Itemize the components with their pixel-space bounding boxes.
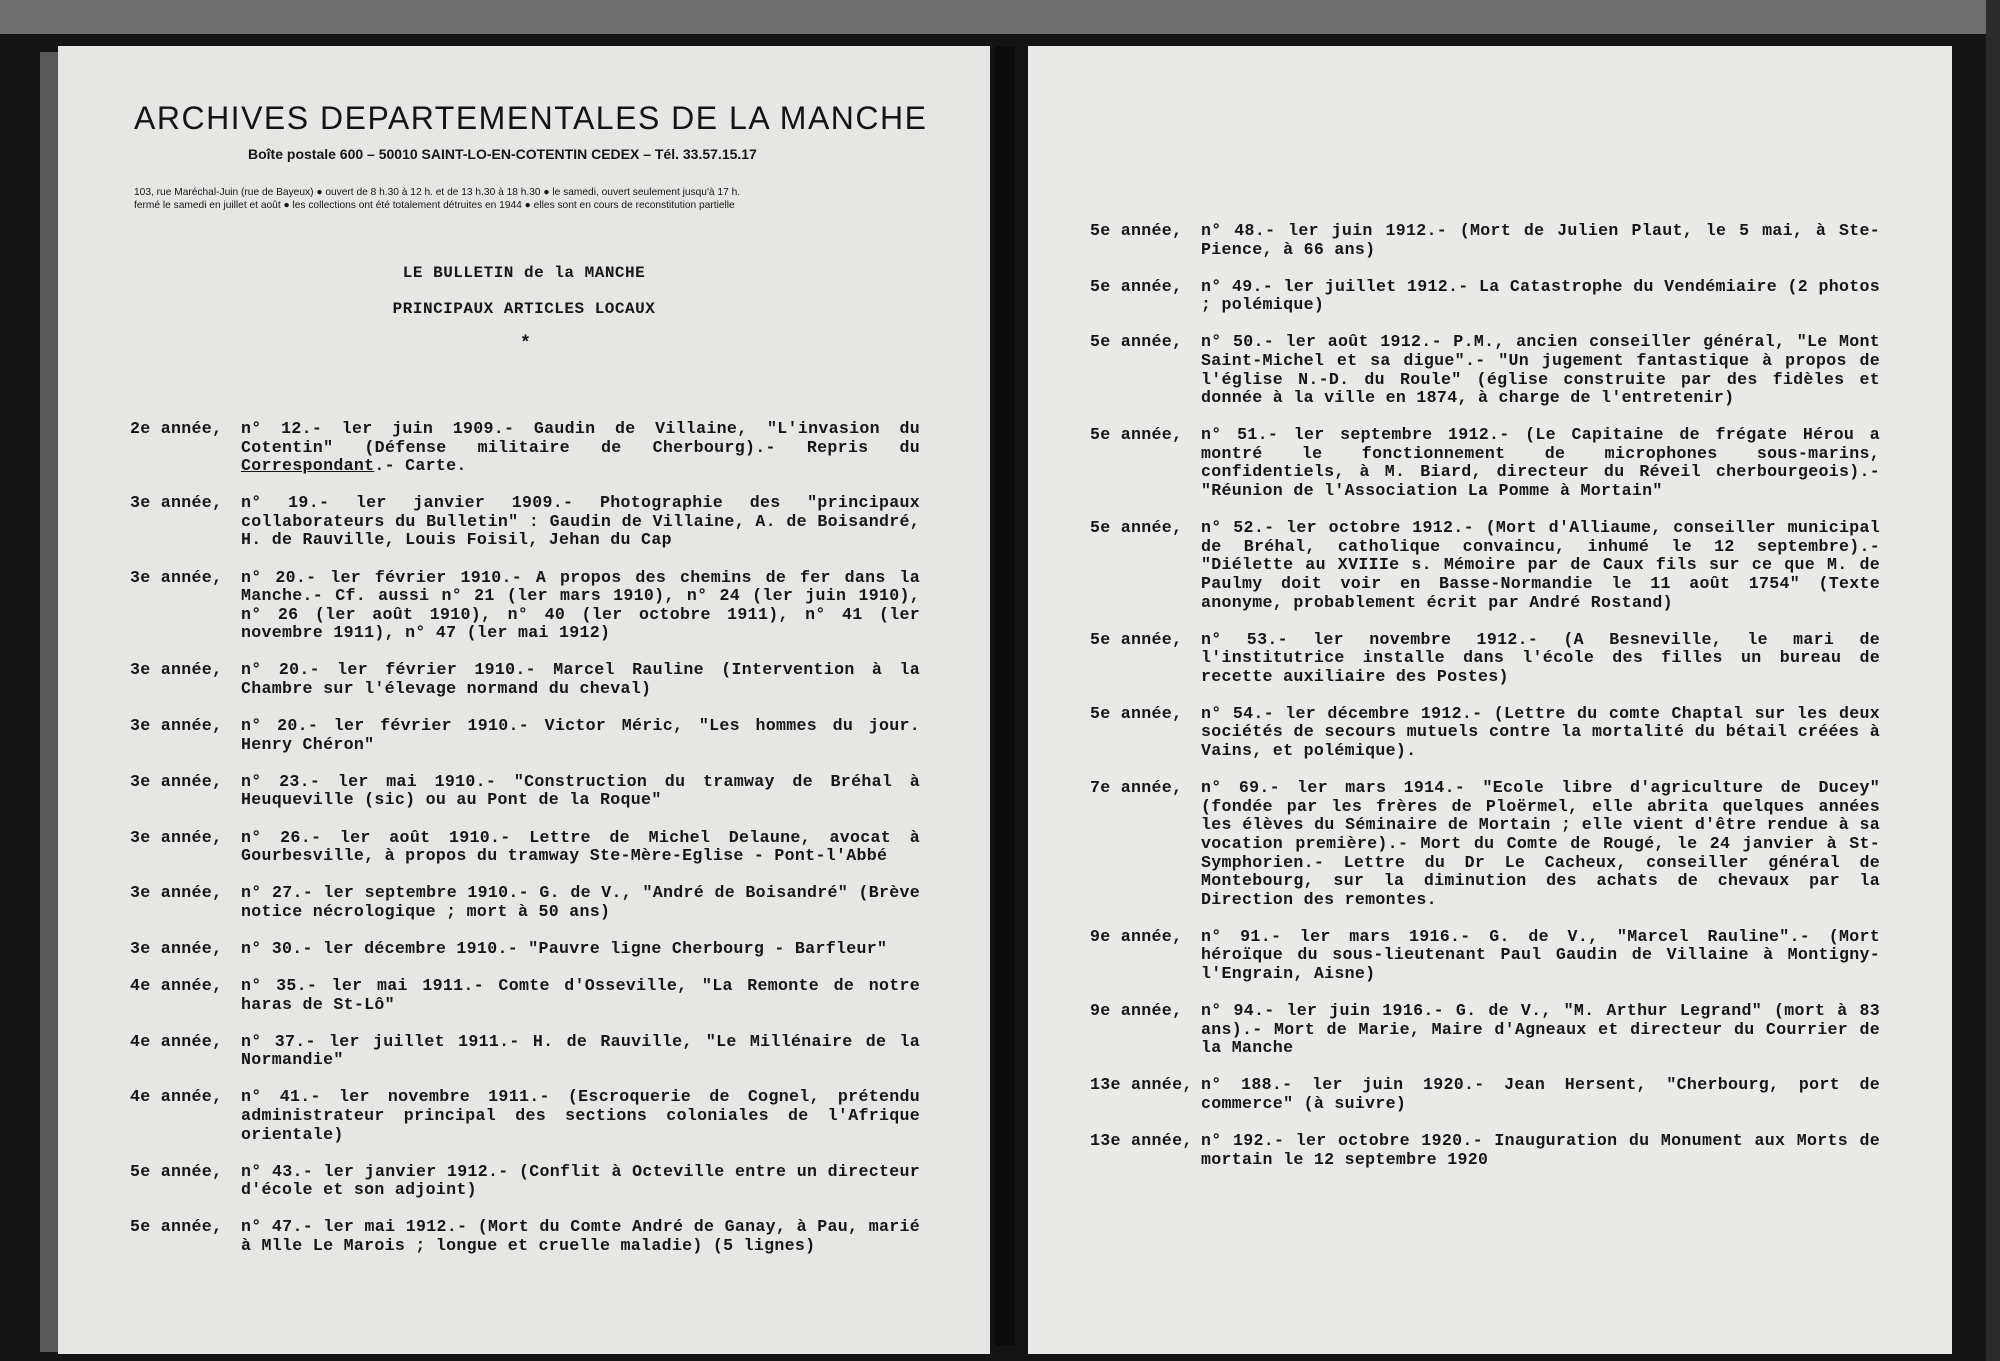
film-border-top <box>0 0 2000 34</box>
entry-year: 3e année, <box>130 771 223 791</box>
list-item <box>1090 1132 1880 1169</box>
entry-year: 5e année, <box>1090 629 1183 649</box>
entry-text: n° 52.- ler octobre 1912.- (Mort d'Alliaume, conseiller municipal de Bréhal, catholique convaincu, inhumé le 12 septembre).- "Diélette au XVIIIe s. Mémoire par de Caux fils sur ce que M. de Paulmy doit voir en Basse-Normandie le 11 août 1754" (Texte anonyme, probablement écrit par André Rostand) <box>1201 518 1880 612</box>
list-item <box>130 884 920 921</box>
entry-text: n° 27.- ler septembre 1910.- G. de V., "André de Boisandré" (Brève notice nécrologique ; mort à 50 ans) <box>241 883 920 921</box>
entry-text: n° 51.- ler septembre 1912.- (Le Capitaine de frégate Hérou a montré le fonctionnement de microphones sous-marins, confidentiels, à M. Biard, directeur du Réveil cherbourgeois).- "Réunion de l'Association La Pomme à Mortain" <box>1201 425 1880 501</box>
left-entry-list <box>130 420 920 1256</box>
entry-text: n° 20.- ler février 1910.- Victor Méric, "Les hommes du jour. Henry Chéron" <box>241 716 920 754</box>
list-item <box>130 569 920 643</box>
bulletin-title: LE BULLETIN de la MANCHE <box>402 264 646 282</box>
entry-text: n° 23.- ler mai 1910.- "Construction du tramway de Bréhal à Heuqueville (sic) ou au Pont de la Roque" <box>241 771 920 810</box>
entry-text: n° 91.- ler mars 1916.- G. de V., "Marcel Rauline".- (Mort héroïque du sous-lieutenant Paul Gaudin de Villaine à Montigny-l'Engrain, Aisne) <box>1201 926 1880 983</box>
list-item <box>1090 779 1880 909</box>
list-item <box>1090 222 1880 259</box>
entry-text: n° 50.- ler août 1912.- P.M., ancien conseiller général, "Le Mont Saint-Michel et sa digue".- "Un jugement fantastique à propos de l'église N.-D. du Roule" (église construite par des fidèles et donnée à la ville en 1874, à charge de l'entretenir) <box>1201 332 1880 408</box>
entry-year: 5e année, <box>1090 425 1183 445</box>
list-item <box>130 829 920 866</box>
entry-year: 4e année, <box>130 975 223 995</box>
entry-year: 2e année, <box>130 419 223 438</box>
entry-text: n° 48.- ler juin 1912.- (Mort de Julien Plaut, le 5 mai, à Ste-Pience, à 66 ans) <box>1201 221 1880 259</box>
entry-year: 5e année, <box>1090 221 1183 240</box>
entry-year: 4e année, <box>130 1087 223 1107</box>
entry-year: 5e année, <box>130 1161 223 1181</box>
entry-year: 3e année, <box>130 883 223 903</box>
entry-text: n° 20.- ler février 1910.- Marcel Rauline (Intervention à la Chambre sur l'élevage normand du cheval) <box>241 660 920 699</box>
list-item <box>130 1033 920 1070</box>
film-border-right <box>1986 0 2000 1361</box>
entry-text: n° 19.- ler janvier 1909.- Photographie des "principaux collaborateurs du Bulletin" : Gaudin de Villaine, A. de Boisandré, H. de Rauville, Louis Foisil, Jehan du Cap <box>241 493 920 550</box>
entry-year: 5e année, <box>1090 332 1183 352</box>
entry-text: n° 47.- ler mai 1912.- (Mort du Comte André de Ganay, à Pau, marié à Mlle Le Marois ; longue et cruelle maladie) (5 lignes) <box>241 1217 920 1255</box>
page-edge-shadow <box>40 52 58 1352</box>
list-item <box>1090 631 1880 687</box>
entry-year: 13e année, <box>1090 1075 1193 1095</box>
list-item <box>130 1218 920 1255</box>
list-item <box>1090 278 1880 315</box>
entry-text: n° 69.- ler mars 1914.- "Ecole libre d'agriculture de Ducey" (fondée par les frères de Ploërmel, elle abrita quelques années les élèves du Séminaire de Mortain ; elle vient d'être rendue à sa vocation première).- Mort du Comte de Rougé, le 24 janvier à St-Symphorien.- Lettre du Dr Le Cacheux, conseiller général de Montebourg, sur la diminution des achats de chevaux par la Direction des remontes. <box>1201 778 1880 909</box>
list-item <box>1090 1076 1880 1113</box>
entry-year: 5e année, <box>130 1217 223 1237</box>
list-item <box>1090 705 1880 761</box>
list-item <box>130 1163 920 1200</box>
entry-year: 5e année, <box>1090 518 1183 538</box>
entry-text: n° 188.- ler juin 1920.- Jean Hersent, "Cherbourg, port de commerce" (à suivre) <box>1201 1075 1880 1113</box>
entry-year: 5e année, <box>1090 276 1183 296</box>
entry-text: n° 49.- ler juillet 1912.- La Catastrophe du Vendémiaire (2 photos ; polémique) <box>1201 276 1880 315</box>
note-line-2: fermé le samedi en juillet et août ● les collections ont été totalement détruites en 1944 ● elles sont en cours de reconstitution partielle <box>134 200 735 211</box>
section-subtitle: PRINCIPAUX ARTICLES LOCAUX <box>392 300 656 318</box>
list-item <box>1090 519 1880 612</box>
entry-year: 3e année, <box>130 827 223 847</box>
entry-text: n° 54.- ler décembre 1912.- (Lettre du comte Chaptal sur les deux sociétés de secours mutuels contre la mortalité du bétail créées à Vains, et polémique). <box>1201 703 1880 761</box>
entry-year: 9e année, <box>1090 1001 1183 1021</box>
list-item <box>1090 333 1880 407</box>
list-item <box>130 661 920 698</box>
entry-year: 3e année, <box>130 493 223 513</box>
list-item <box>130 977 920 1014</box>
entry-year: 3e année, <box>130 660 223 680</box>
entry-year: 13e année, <box>1090 1131 1193 1151</box>
entry-year: 3e année, <box>130 567 223 587</box>
book-gutter <box>995 46 1015 1346</box>
entry-text: n° 37.- ler juillet 1911.- H. de Rauville, "Le Millénaire de la Normandie" <box>241 1031 920 1070</box>
entry-text: n° 43.- ler janvier 1912.- (Conflit à Octeville entre un directeur d'école et son adjoint) <box>241 1161 920 1200</box>
archive-title: ARCHIVES DEPARTEMENTALES DE LA MANCHE <box>134 100 928 136</box>
entry-year: 4e année, <box>130 1031 223 1051</box>
list-item <box>130 940 920 959</box>
list-item <box>1090 928 1880 984</box>
right-page <box>1028 46 1952 1354</box>
entry-text: n° 30.- ler décembre 1910.- "Pauvre ligne Cherbourg - Barfleur" <box>241 938 888 958</box>
list-item <box>1090 426 1880 500</box>
entry-text: n° 20.- ler février 1910.- A propos des chemins de fer dans la Manche.- Cf. aussi n° 21 (ler mars 1910), n° 24 (ler juin 1910), n° 26 (ler août 1910), n° 40 (ler octobre 1911), n° 41 (ler novembre 1911), n° 47 (ler mai 1912) <box>241 567 920 643</box>
list-item <box>130 494 920 550</box>
list-item <box>130 773 920 810</box>
right-entry-list <box>1090 222 1880 1169</box>
entry-text: n° 53.- ler novembre 1912.- (A Besneville, le mari de l'institutrice installe dans l'école des filles un bureau de recette auxiliaire des Postes) <box>1201 629 1880 686</box>
entry-text: n° 94.- ler juin 1916.- G. de V., "M. Arthur Legrand" (mort à 83 ans).- Mort de Marie, Maire d'Agneaux et directeur du Courrier de la Manche <box>1201 1001 1880 1058</box>
underlined-title: Correspondant <box>241 456 375 476</box>
entry-year: 3e année, <box>130 716 223 736</box>
entry-text: n° 35.- ler mai 1911.- Comte d'Osseville, "La Remonte de notre haras de St-Lô" <box>241 975 920 1014</box>
entry-year: 5e année, <box>1090 703 1183 723</box>
postal-address: Boîte postale 600 – 50010 SAINT-LO-EN-COTENTIN CEDEX – Tél. 33.57.15.17 <box>248 146 757 162</box>
entry-text: n° 192.- ler octobre 1920.- Inauguration du Monument aux Morts de mortain le 12 septembre 1920 <box>1201 1131 1880 1169</box>
list-item <box>1090 1002 1880 1058</box>
opening-hours-note <box>134 186 974 212</box>
entry-text: n° 26.- ler août 1910.- Lettre de Michel Delaune, avocat à Gourbesville, à propos du tramway Ste-Mère-Eglise - Pont-l'Abbé <box>241 827 920 866</box>
note-line-1: 103, rue Maréchal-Juin (rue de Bayeux) ● ouvert de 8 h.30 à 12 h. et de 13 h.30 à 18 h.30 ● le samedi, ouvert seulement jusqu'à 17 h. <box>134 187 741 198</box>
list-item <box>130 1088 920 1144</box>
list-item <box>130 420 920 476</box>
entry-year: 3e année, <box>130 938 223 958</box>
entry-text: n° 41.- ler novembre 1911.- (Escroquerie de Cognel, prétendu administrateur principal des sections coloniales de l'Afrique orientale) <box>241 1087 920 1144</box>
entry-text: n° 12.- ler juin 1909.- Gaudin de Villaine, "L'invasion du Cotentin" (Défense militaire de Cherbourg).- Repris du Correspondant.- Carte. <box>241 419 920 476</box>
entry-year: 7e année, <box>1090 778 1183 798</box>
separator-star: * <box>520 334 531 354</box>
left-page <box>58 46 990 1354</box>
list-item <box>130 717 920 754</box>
entry-year: 9e année, <box>1090 926 1183 946</box>
